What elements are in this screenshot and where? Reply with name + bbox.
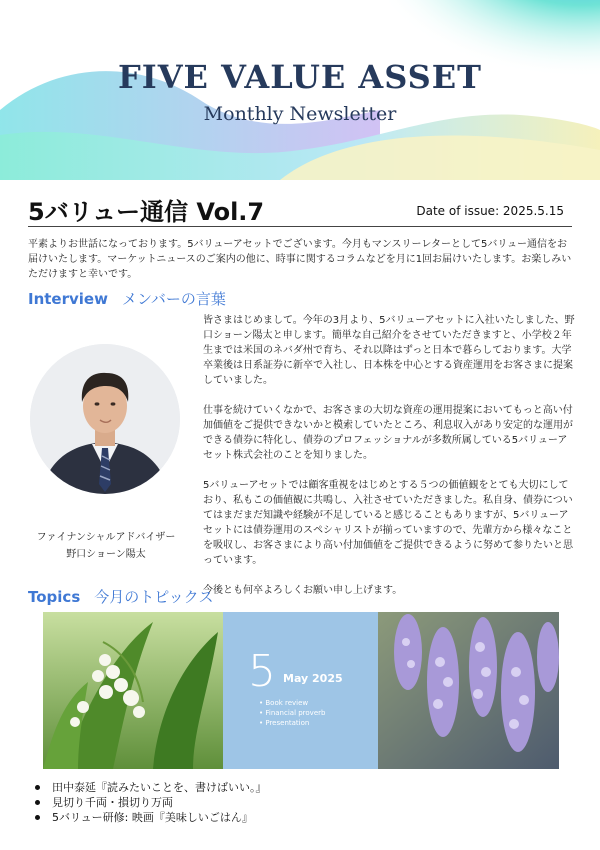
interview-heading-en: Interview [28,290,108,308]
header-banner [0,0,600,180]
topic-item: 見切り千両・損切り万両 [52,795,267,810]
advisor-role: ファイナンシャルアドバイザー [36,532,176,543]
advisor-portrait-image [30,344,180,494]
brand-title: FIVE VALUE ASSET [118,58,482,96]
panel-topic-item: • Book review [259,698,325,708]
intro-paragraph: 平素よりお世話になっております。5バリューアセットでございます。今月もマンスリーレターとして5バリュー通信をお届けいたします。マーケットニュースのご案内の他に、時事に関するコラムなどを月に1回お届けいたします。お楽しみいただけますと幸いです。 [28,239,572,280]
interview-heading-ja: メンバーの言葉 [121,290,226,308]
topic-item: 5バリュー研修: 映画『美味しいごはん』 [52,810,267,825]
panel-day-number: 5 [248,646,276,697]
issue-date: Date of issue: 2025.5.15 [416,204,564,218]
topics-heading-ja: 今月のトピックス [94,588,214,606]
lily-of-the-valley-photo [43,612,223,769]
panel-month: May 2025 [283,672,343,685]
topics-heading [28,586,214,607]
advisor-portrait [30,344,180,494]
article-paragraph: 仕事を続けていくなかで、お客さまの大切な資産の運用提案においてもっと高い付加価値をご提供できないかと模索していたところ、利息収入があり安定的な運用ができる債券に特化し、債券のプロフェッショナルが多数所属している5バリューアセット株式会社のことを知りました。 [203,405,573,461]
wisteria-photo [378,612,559,769]
advisor-name: 野口ショーン陽太 [66,549,146,560]
brand-subtitle: Monthly Newsletter [203,103,397,125]
topics-list [52,780,267,825]
topics-heading-en: Topics [28,588,81,606]
article-paragraph: 5バリューアセットでは顧客重視をはじめとする５つの価値観をとても大切にしており、私もこの価値観に共鳴し、入社させていただきました。私自身、債券についてはまだまだ知識や経験が不足していると感じることもありますが、5バリューアセットには債券運用のスペシャリストが揃っていますので、先輩方から様々なことを吸収し、お客さまにより高い付加価値をご提供できるように努めて参りたいと思っています。 [203,480,573,566]
issue-title: 5バリュー通信 Vol.7 [28,198,265,226]
panel-topic-item: • Financial proverb [259,708,325,718]
panel-topic-item: • Presentation [259,718,325,728]
panel-topic-list [259,698,325,728]
topics-calendar-panel [223,612,378,769]
interview-heading [28,288,226,309]
interview-article [203,313,575,613]
article-paragraph: 今後とも何卒よろしくお願い申し上げます。 [203,585,403,596]
topic-item: 田中泰延『読みたいことを、書けばいい。』 [52,781,267,794]
title-divider [28,226,572,227]
article-paragraph: 皆さまはじめまして。今年の3月より、5バリューアセットに入社いたしました、野口ショーン陽太と申します。簡単な自己紹介をさせていただきますと、小学校２年生までは米国のネバダ州で育ち、それ以降はずっと日本で暮らしております。大学卒業後は日系証券に新卒で入社し、日本株を中心とする資産運用をお客さまに提案していました。 [203,315,575,386]
